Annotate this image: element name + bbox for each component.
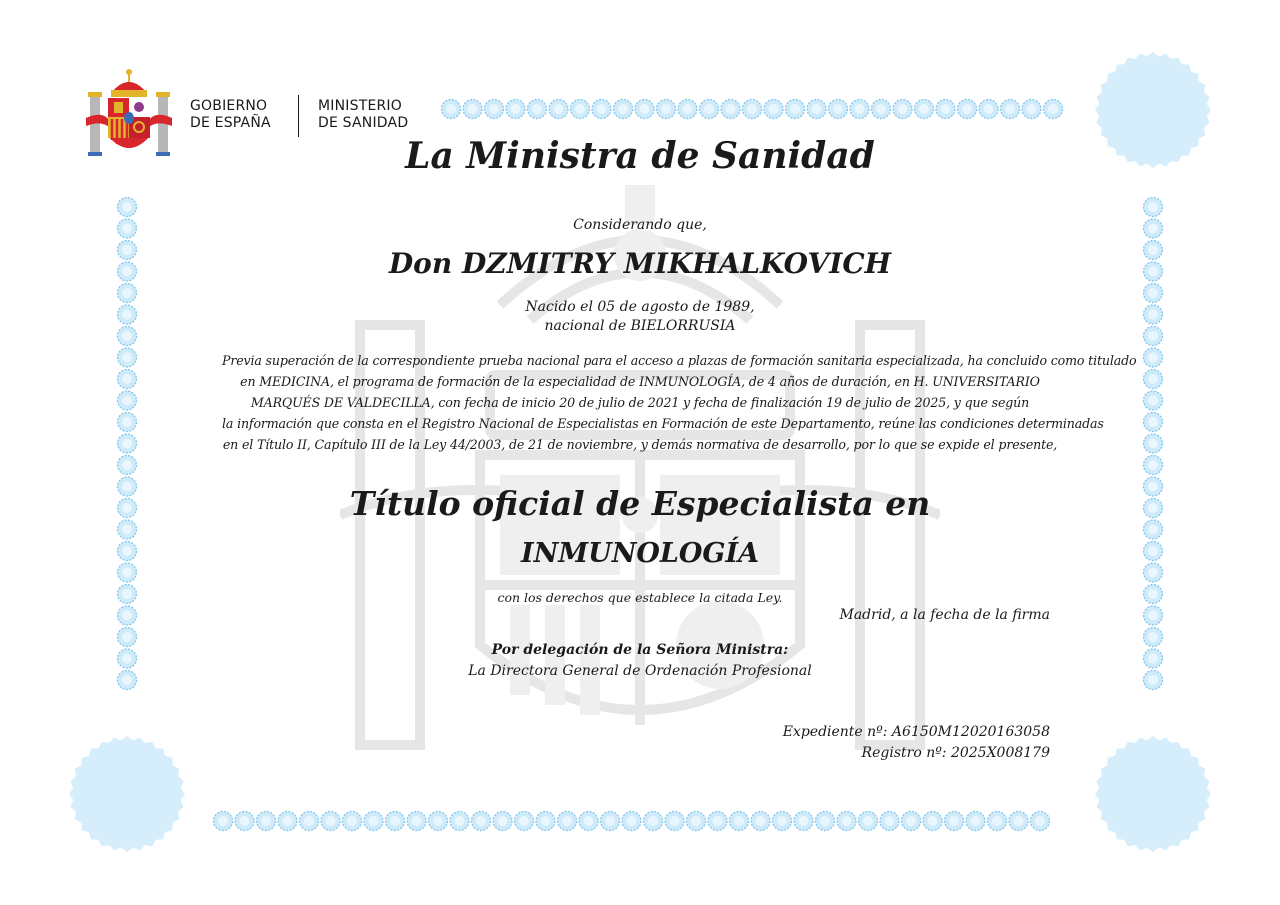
nationality: nacional de BIELORRUSIA <box>544 318 736 334</box>
body-line: MARQUÉS DE VALDECILLA, con fecha de inicio 20 de julio de 2021 y fecha de finalización 19 de julio de 2025, y que según <box>250 395 1030 410</box>
seal-top-right-icon <box>1093 50 1213 170</box>
birth-date: Nacido el 05 de agosto de 1989, <box>525 299 755 315</box>
body-line: en MEDICINA, el programa de formación de la especialidad de INMUNOLOGÍA, de 4 años de duración, en H. UNIVERSITARIO <box>240 374 1040 389</box>
file-number: Expediente nº: A6150M12020163058 <box>782 724 1050 740</box>
body-line: la información que consta en el Registro Nacional de Especialistas en Formación de este Departamento, reúne las condiciones determinadas <box>222 416 1104 431</box>
rights-text: con los derechos que establece la citada Ley. <box>497 590 783 605</box>
ministry-line-1: MINISTERIO <box>318 98 402 114</box>
document-title: La Ministra de Sanidad <box>405 135 875 177</box>
seal-bottom-right-icon <box>1093 734 1213 854</box>
border-left <box>116 196 138 704</box>
government-line-1: GOBIERNO <box>190 98 268 114</box>
director-title: La Directora General de Ordenación Profesional <box>468 663 812 679</box>
border-right <box>1142 196 1164 704</box>
body-line: en el Título II, Capítulo III de la Ley 44/2003, de 21 de noviembre, y demás normativa de desarrollo, por lo que se expide el presente, <box>222 437 1058 452</box>
birth-info <box>200 298 1080 336</box>
government-label <box>190 98 271 132</box>
delegation-text: Por delegación de la Señora Ministra: <box>491 642 789 658</box>
body-line: Previa superación de la correspondiente prueba nacional para el acceso a plazas de formación sanitaria especializada, ha concluido como titulado <box>222 353 1137 368</box>
body-paragraph <box>222 350 1137 455</box>
holder-name: Don DZMITRY MIKHALKOVICH <box>388 247 892 280</box>
government-line-2: DE ESPAÑA <box>190 115 271 131</box>
ministry-label <box>318 98 408 132</box>
border-bottom <box>212 810 1070 832</box>
record-info <box>783 722 1050 764</box>
registry-number: Registro nº: 2025X008179 <box>861 745 1050 761</box>
header-divider <box>298 95 299 137</box>
specialty-name: INMUNOLOGÍA <box>520 538 760 569</box>
place-date: Madrid, a la fecha de la firma <box>839 607 1050 623</box>
ministry-line-2: DE SANIDAD <box>318 115 409 131</box>
certificate-title: Título oficial de Especialista en <box>349 484 931 523</box>
coat-of-arms-of-spain-icon <box>84 66 174 162</box>
considering-text: Considerando que, <box>573 217 707 233</box>
seal-bottom-left-icon <box>67 734 187 854</box>
border-top <box>440 98 1068 120</box>
